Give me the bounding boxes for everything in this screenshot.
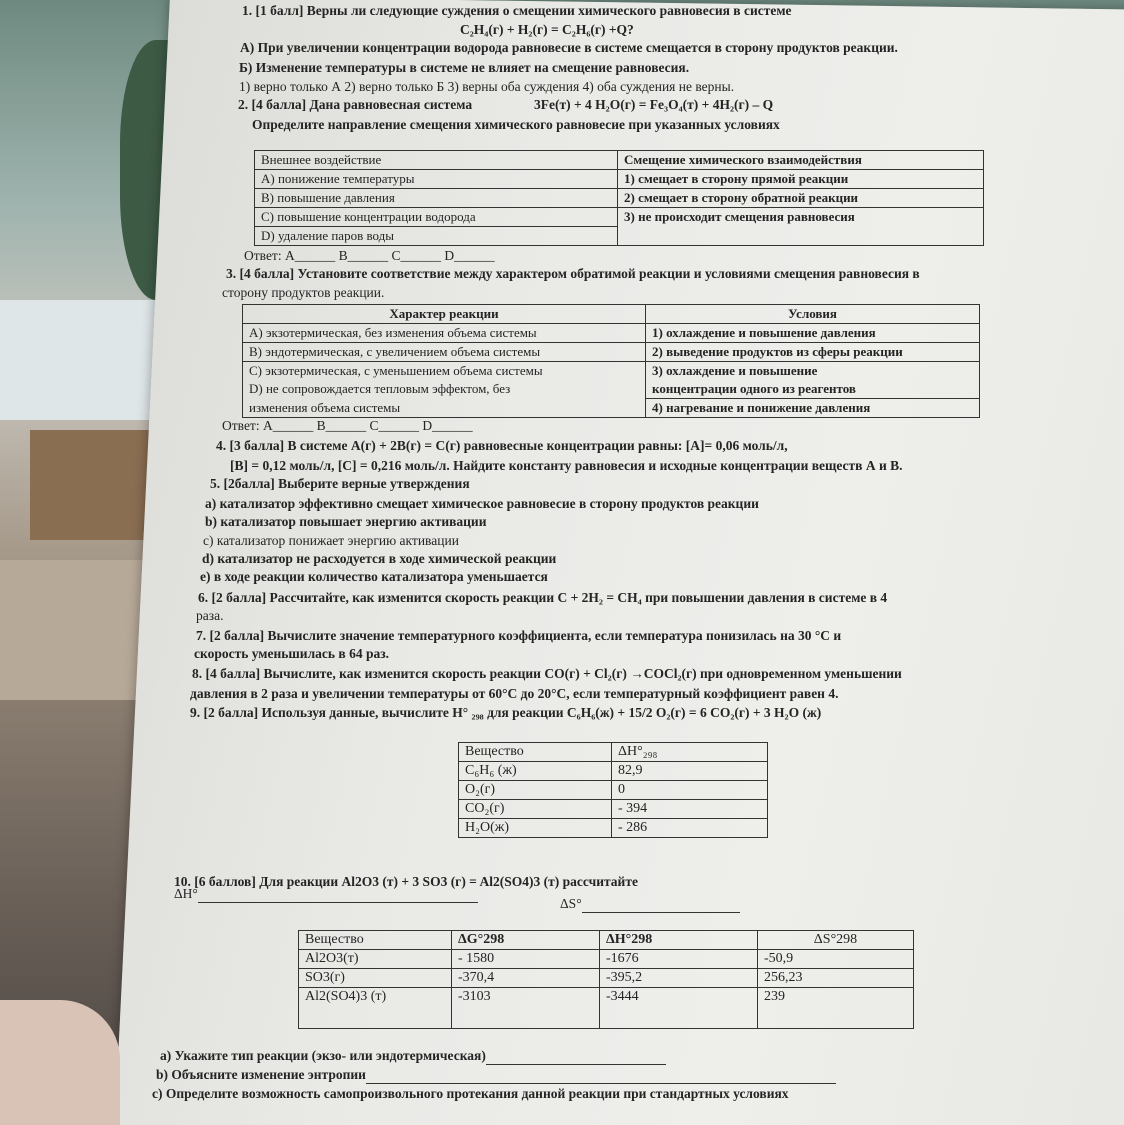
q1-equation: C₂H₄(г) + H₂(г) = C₂H₆(г) +Q? bbox=[460, 22, 634, 37]
q10-row1-s: -50,9 bbox=[758, 950, 914, 969]
q10-row2-s: 256,23 bbox=[758, 969, 914, 988]
q10-row3-s: 239 bbox=[758, 988, 914, 1029]
q9-col1-header: Вещество bbox=[459, 743, 612, 762]
q2-right-2: 2) смещает в сторону обратной реакции bbox=[618, 189, 984, 208]
q1-options: 1) верно только А 2) верно только Б 3) верны оба суждения 4) оба суждения не верны. bbox=[239, 79, 735, 94]
q10-ds-label: ΔS° bbox=[560, 896, 582, 911]
q10-dh bbox=[174, 886, 478, 903]
q3-header-continued: сторону продуктов реакции. bbox=[222, 285, 385, 300]
q9-row2-value: 0 bbox=[612, 781, 768, 800]
q3-left-d: D) не сопровождается тепловым эффектом, без bbox=[243, 380, 646, 399]
q3-left-a: А) экзотермическая, без изменения объема системы bbox=[243, 324, 646, 343]
q10-ds-blank[interactable] bbox=[582, 896, 740, 913]
q9-line1: 9. [2 балла] Используя данные, вычислите H° ₂₉₈ для реакции C₆H₆(ж) + 15/2 O₂(г) = 6 CO₂(г) + 3 H₂O (ж) bbox=[190, 705, 822, 720]
q9-table bbox=[458, 742, 768, 838]
q3-header: 3. [4 балла] Установите соответствие между характером обратимой реакции и условиями смещения равновесия в bbox=[226, 266, 920, 281]
q10-row3-g: -3103 bbox=[452, 988, 600, 1029]
q2-instruction: Определите направление смещения химического равновесие при указанных условиях bbox=[252, 117, 780, 132]
q10-part-b-blank[interactable] bbox=[366, 1067, 836, 1084]
q3-right-1: 1) охлаждение и повышение давления bbox=[646, 324, 980, 343]
q10-part-a-blank[interactable] bbox=[486, 1048, 666, 1065]
q7-line2: скорость уменьшилась в 64 раз. bbox=[194, 646, 390, 661]
q10-ds bbox=[560, 896, 740, 913]
q3-left-b: В) эндотермическая, с увеличением объема системы bbox=[243, 343, 646, 362]
q10-header-g: ΔG°298 bbox=[452, 931, 600, 950]
q10-part-b-text: b) Объясните изменение энтропии bbox=[156, 1067, 366, 1082]
q2-left-c: С) повышение концентрации водорода bbox=[255, 208, 618, 227]
q6-line1: 6. [2 балла] Рассчитайте, как изменится скорость реакции C + 2H₂ = CH₄ при повышении давления в системе в 4 bbox=[198, 590, 888, 605]
q10-row1-h: -1676 bbox=[600, 950, 758, 969]
q3-right-3: 3) охлаждение и повышение bbox=[646, 362, 980, 381]
q2-equation: 3Fe(т) + 4 H₂O(г) = Fe₃O₄(т) + 4H₂(г) – Q bbox=[534, 97, 774, 112]
q9-row4-substance: H₂O(ж) bbox=[459, 819, 612, 838]
q2-answer: Ответ: А______ В______ С______ D______ bbox=[244, 248, 495, 263]
q2-header: 2. [4 балла] Дана равновесная система bbox=[238, 97, 473, 112]
q9-row1-substance: C₆H₆ (ж) bbox=[459, 762, 612, 781]
q1-statement-a: А) При увеличении концентрации водорода равновесие в системе смещается в сторону продуктов реакции. bbox=[240, 40, 898, 55]
q10-row3-substance: Al2(SO4)3 (т) bbox=[299, 988, 452, 1029]
q2-left-a: А) понижение температуры bbox=[255, 170, 618, 189]
q2-col1-header: Внешнее воздействие bbox=[255, 151, 618, 170]
q10-row3-h: -3444 bbox=[600, 988, 758, 1029]
q5-option-d: d) катализатор не расходуется в ходе химической реакции bbox=[202, 551, 557, 566]
q3-left-d-continued: изменения объема системы bbox=[243, 399, 646, 418]
q3-right-2: 2) выведение продуктов из сферы реакции bbox=[646, 343, 980, 362]
q3-right-4: 4) нагревание и понижение давления bbox=[646, 399, 980, 418]
q1-header: 1. [1 балл] Верны ли следующие суждения о смещении химического равновесия в системе bbox=[242, 3, 792, 18]
q4-line2: [B] = 0,12 моль/л, [C] = 0,216 моль/л. Найдите константу равновесия и исходные концентрации веществ А и В. bbox=[230, 458, 903, 473]
q2-right-1: 1) смещает в сторону прямой реакции bbox=[618, 170, 984, 189]
q8-line2: давления в 2 раза и увеличении температуры от 60°C до 20°C, если температурный коэффициент равен 4. bbox=[190, 686, 839, 701]
q2-right-3: 3) не происходит смещения равновесия bbox=[618, 208, 984, 246]
q8-line1: 8. [4 балла] Вычислите, как изменится скорость реакции CO(г) + Cl₂(г) →COCl₂(г) при одновременном уменьшении bbox=[192, 666, 902, 681]
q5-option-c: c) катализатор понижает энергию активации bbox=[203, 533, 459, 548]
q10-header-substance: Вещество bbox=[299, 931, 452, 950]
q10-part-a bbox=[160, 1048, 666, 1065]
q10-header-h: ΔH°298 bbox=[600, 931, 758, 950]
q10-header-s: ΔS°298 bbox=[758, 931, 914, 950]
q10-row1-g: - 1580 bbox=[452, 950, 600, 969]
q9-row1-value: 82,9 bbox=[612, 762, 768, 781]
q5-option-b: b) катализатор повышает энергию активации bbox=[205, 514, 487, 529]
q10-part-b bbox=[156, 1067, 836, 1084]
q2-table bbox=[254, 150, 984, 246]
q9-row4-value: - 286 bbox=[612, 819, 768, 838]
q10-dh-label: ΔH° bbox=[174, 886, 198, 901]
q6-line2: раза. bbox=[196, 608, 224, 623]
q5-header: 5. [2балла] Выберите верные утверждения bbox=[210, 476, 470, 491]
q10-row2-h: -395,2 bbox=[600, 969, 758, 988]
q10-part-c: c) Определите возможность самопроизвольного протекания данной реакции при стандартных условиях bbox=[152, 1086, 789, 1101]
q5-option-a: a) катализатор эффективно смещает химическое равновесие в сторону продуктов реакции bbox=[205, 496, 759, 511]
q9-row3-value: - 394 bbox=[612, 800, 768, 819]
q3-col2-header: Условия bbox=[646, 305, 980, 324]
q3-col1-header: Характер реакции bbox=[243, 305, 646, 324]
q10-row2-substance: SO3(г) bbox=[299, 969, 452, 988]
q10-row2-g: -370,4 bbox=[452, 969, 600, 988]
q10-table bbox=[298, 930, 914, 1029]
q2-left-d: D) удаление паров воды bbox=[255, 227, 618, 246]
q10-row1-substance: Al2O3(т) bbox=[299, 950, 452, 969]
q3-right-3-continued: концентрации одного из реагентов bbox=[646, 380, 980, 399]
q1-statement-b: Б) Изменение температуры в системе не влияет на смещение равновесия. bbox=[239, 60, 690, 75]
q7-line1: 7. [2 балла] Вычислите значение температурного коэффициента, если температура понизилась на 30 °C и bbox=[196, 628, 842, 643]
q10-dh-blank[interactable] bbox=[198, 886, 478, 903]
q2-left-b: В) повышение давления bbox=[255, 189, 618, 208]
q10-line1: 10. [6 баллов] Для реакции Al2O3 (т) + 3 SO3 (г) = Al2(SO4)3 (т) рассчитайте bbox=[174, 874, 638, 889]
q9-row2-substance: O₂(г) bbox=[459, 781, 612, 800]
q3-table bbox=[242, 304, 980, 418]
q9-row3-substance: CO₂(г) bbox=[459, 800, 612, 819]
q10-part-a-text: a) Укажите тип реакции (экзо- или эндотермическая) bbox=[160, 1048, 486, 1063]
q3-left-c: С) экзотермическая, с уменьшением объема системы bbox=[243, 362, 646, 381]
q9-col2-header: ΔH°₂₉₈ bbox=[612, 743, 768, 762]
q4-line1: 4. [3 балла] В системе A(г) + 2B(г) = C(г) равновесные концентрации равны: [A]= 0,06 моль/л, bbox=[216, 438, 788, 453]
q2-col2-header: Смещение химического взаимодействия bbox=[618, 151, 984, 170]
q3-answer: Ответ: А______ В______ С______ D______ bbox=[222, 418, 473, 433]
q5-option-e: e) в ходе реакции количество катализатора уменьшается bbox=[200, 569, 548, 584]
